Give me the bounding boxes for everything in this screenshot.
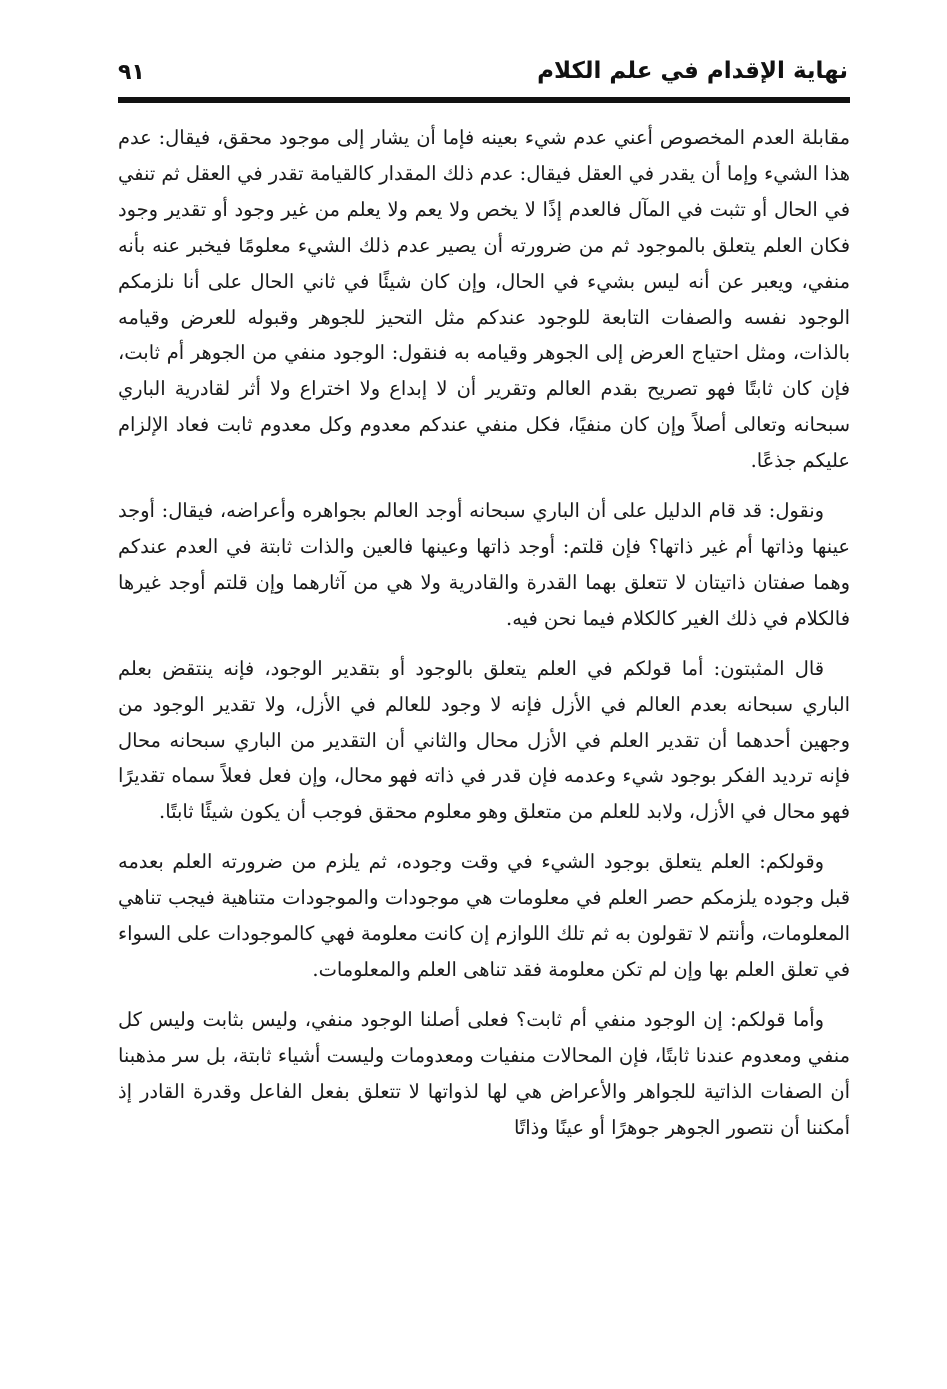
paragraph-2: ونقول: قد قام الدليل على أن الباري سبحانه أوجد العالم بجواهره وأعراضه، فيقال: أوجد عينها وذاتها أم غير ذاتها؟ فإن قلتم: أوجد ذاتها وعينها فالعين والذات ثابتة في العدم عندكم وهما صفتان ذاتيتان لا تتعلق بهما القدرة والقادرية ولا هي من آثارهما وإن قلتم أوجد غيرها فالكلام في ذلك الغير كالكلام فيما نحن فيه. [118,499,850,630]
running-header [118,52,848,98]
paragraph-3: قال المثبتون: أما قولكم في العلم يتعلق بالوجود أو بتقدير الوجود، فإنه ينتقض بعلم الباري سبحانه بعدم العالم في الأزل فإنه لا وجود للعالم في الأزل، ولا تقدير الوجود من وجهين أحدهما أن تقدير العلم في الأزل محال والثاني أن التقدير من الباري سبحانه محال فإنه ترديد الفكر بوجود شيء وعدمه فإن قدر في ذاته فهو محال، وإن فعل فعلاً سماه تقديرًا فهو محال في الأزل، ولابد للعلم من متعلق وهو معلوم محقق فوجب أن يكون شيئًا ثابتًا. [118,656,850,824]
page-number: ٩١ [118,60,145,85]
paragraph-4: وقولكم: العلم يتعلق بوجود الشيء في وقت وجوده، ثم يلزم من ضرورته العلم بعدمه قبل وجوده يلزمكم حصر العلم في معلومات هي موجودات والموجودات متناهية فيجب تناهي المعلومات، وأنتم لا تقولون به ثم تلك اللوازم إن كانت معلومة فهي كالموجودات على السواء في تعلق العلم بها وإن لم تكن معلومة فقد تناهى العلم والمعلومات. [118,850,850,981]
paragraph-1: مقابلة العدم المخصوص أعني عدم شيء بعينه فإما أن يشار إلى موجود محقق، فيقال: عدم هذا الشيء وإما أن يقدر في العقل فيقال: عدم ذلك المقدار كالقيامة تقدر في العقل ثم تنفي في الحال أو تثبت في المآل فالعدم إذًا لا يخص ولا يعم ولا يعلم من غير وجود أو تقدير وجود فكان العلم يتعلق بالموجود ثم من ضرورته أن يصير عدم ذلك الشيء معلومًا فيخبر عنه بأنه منفي، ويعبر عن أنه ليس بشيء في الحال، وإن كان شيئًا في ثاني الحال على أنا نلزمكم الوجود نفسه والصفات التابعة للوجود عندكم مثل التحيز للجوهر وقبوله للعرض وقيامه بالذات، ومثل احتياج العرض إلى الجوهر وقيامه به فنقول: الوجود منفي من الجوهر أم ثابت، فإن كان ثابتًا فهو تصريح بقدم العالم وتقرير أن لا إبداع ولا اختراع ولا أثر لقادرية الباري سبحانه وتعالى أصلاً وإن كان منفيًا، فكل منفي عندكم معدوم وكل معدوم ثابت فعاد الإلزام عليكم جذعًا. [118,126,850,473]
body-text [118,120,850,1145]
book-title: نهاية الإقدام في علم الكلام [537,58,848,84]
header-rule [118,97,850,103]
paragraph-5: وأما قولكم: إن الوجود منفي أم ثابت؟ فعلى أصلنا الوجود منفي، وليس بثابت وليس كل منفي ومعدوم عندنا ثابتًا، فإن المحالات منفيات ومعدومات وليست أشياء ثابتة، بل سر مذهبنا أن الصفات الذاتية للجواهر والأعراض هي لها لذواتها لا تتعلق بفعل الفاعل وقدرة القادر إذ أمكننا أن نتصور الجوهر جوهرًا أو عينًا وذاتًا [118,1007,850,1139]
